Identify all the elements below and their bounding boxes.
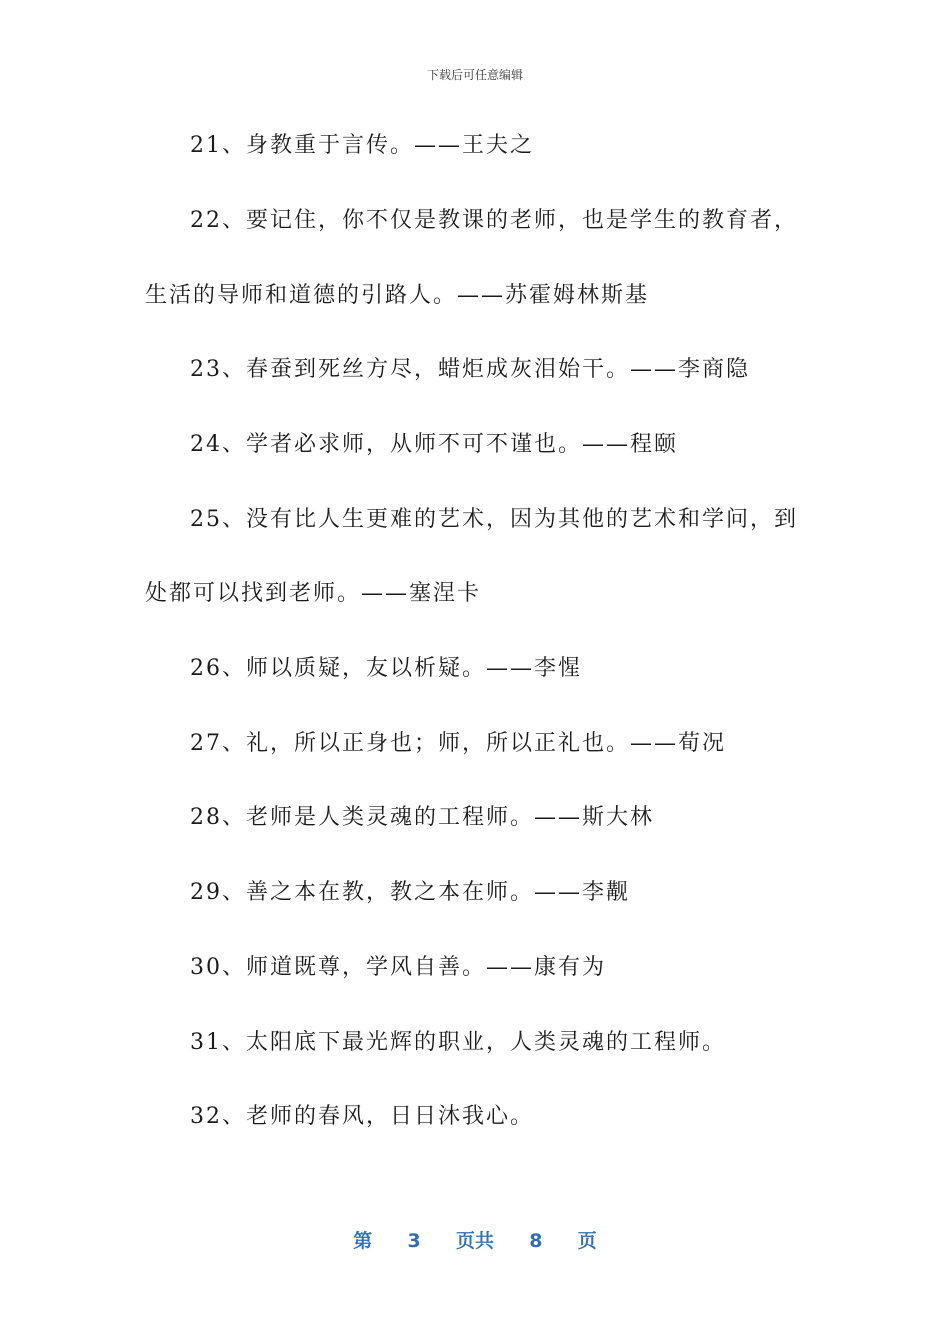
- page-header: 下载后可任意编辑: [426, 68, 523, 82]
- footer-current-page: 3: [407, 1230, 421, 1252]
- quote-27: 27、礼，所以正身也；师，所以正礼也。——荀况: [190, 731, 726, 756]
- quote-21: 21、身教重于言传。——王夫之: [190, 133, 534, 158]
- quote-23: 23、春蚕到死丝方尽，蜡炬成灰泪始干。——李商隐: [190, 357, 750, 382]
- quote-28: 28、老师是人类灵魂的工程师。——斯大林: [190, 805, 654, 830]
- quote-25-line-1: 25、没有比人生更难的艺术，因为其他的艺术和学问，到: [190, 507, 798, 532]
- quote-25-line-2: 处都可以找到老师。——塞涅卡: [145, 581, 482, 606]
- quote-22-line-2: 生活的导师和道德的引路人。——苏霍姆林斯基: [145, 283, 650, 308]
- quote-30: 30、师道既尊，学风自善。——康有为: [190, 955, 606, 980]
- quote-32: 32、老师的春风，日日沐我心。: [190, 1104, 534, 1129]
- footer-label-of: 页共: [455, 1230, 494, 1252]
- quote-22-line-1: 22、要记住，你不仅是教课的老师，也是学生的教育者，: [190, 208, 798, 233]
- quote-31: 31、太阳底下最光辉的职业，人类灵魂的工程师。: [190, 1030, 726, 1055]
- footer-label-page: 第: [353, 1230, 373, 1252]
- quote-26: 26、师以质疑，友以析疑。——李惺: [190, 656, 582, 681]
- quote-24: 24、学者必求师，从师不可不谨也。——程颐: [190, 432, 678, 457]
- page-footer: [0, 1226, 950, 1253]
- footer-total-pages: 8: [529, 1230, 543, 1252]
- footer-label-end: 页: [577, 1230, 597, 1252]
- quote-29: 29、善之本在教，教之本在师。——李觏: [190, 880, 630, 905]
